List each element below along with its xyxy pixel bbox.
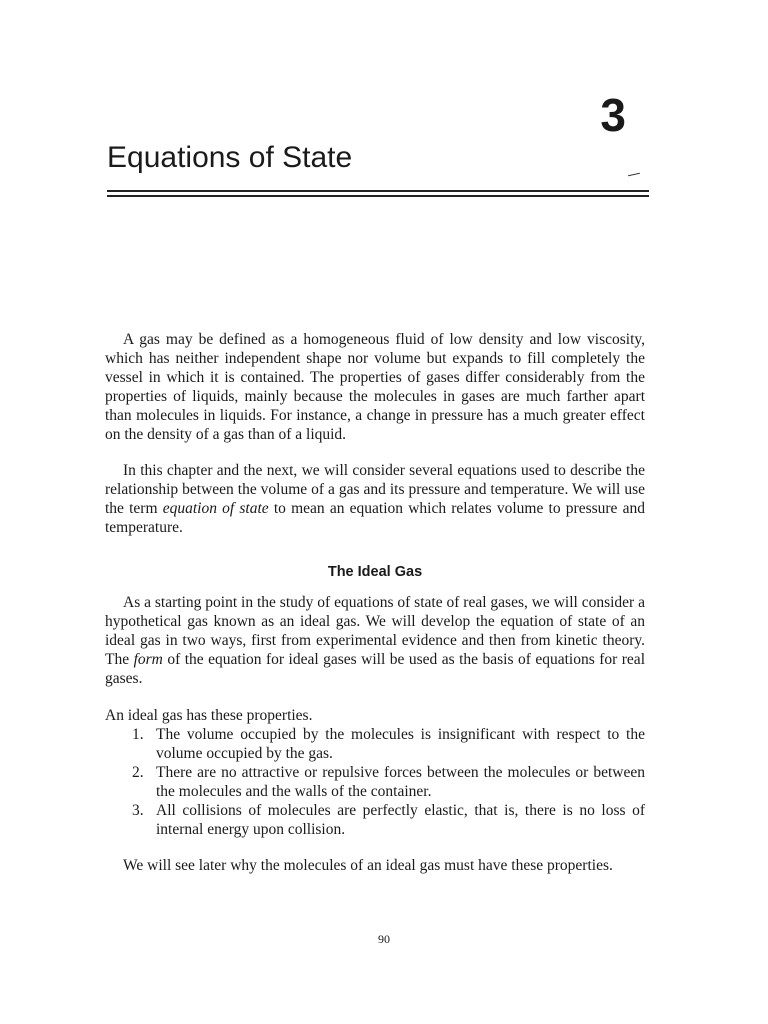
term-equation-of-state: equation of state [162, 500, 269, 517]
section-paragraph-1-text-b: of the equation for ideal gases will be used as the basis of equations for real gases. [105, 651, 645, 687]
term-form: form [133, 651, 163, 668]
list-item-text: The volume occupied by the molecules is insignificant with respect to the volume occupied by the gas. [156, 726, 645, 762]
closing-paragraph: We will see later why the molecules of an ideal gas must have these properties. [123, 857, 613, 874]
list-item-number: 1. [132, 726, 144, 743]
list-item [105, 725, 645, 763]
chapter-number: 3 [600, 89, 626, 141]
chapter-title: Equations of State [107, 141, 353, 174]
intro-paragraph-2 [105, 461, 645, 537]
list-item [105, 801, 645, 839]
title-rule-bottom [107, 195, 649, 197]
list-item-number: 2. [132, 764, 144, 781]
intro-paragraph-2-text-b: to mean an equation which relates volume to pressure and temperature. [105, 500, 645, 536]
list-item-number: 3. [132, 802, 144, 819]
list-item [105, 763, 645, 801]
page-number: 90 [378, 932, 390, 946]
intro-paragraph-1: A gas may be defined as a homogeneous fluid of low density and low viscosity, which has neither independent shape nor volume but expands to fill completely the vessel in which it is contained. The properties of gases differ considerably from the properties of liquids, mainly because the molecules in gases are much farther apart than molecules in liquids. For instance, a change in pressure has a much greater effect on the density of a gas than of a liquid. [105, 331, 645, 443]
section-heading: The Ideal Gas [327, 564, 423, 580]
list-item-text: All collisions of molecules are perfectly elastic, that is, there is no loss of internal energy upon collision. [156, 802, 645, 838]
list-intro: An ideal gas has these properties. [105, 707, 313, 724]
intro-paragraph-2-text-a: In this chapter and the next, we will consider several equations used to describe the relationship between the volume of a gas and its pressure and temperature. We will use the term [105, 462, 645, 517]
section-paragraph-1-text-a: As a starting point in the study of equations of state of real gases, we will consider a hypothetical gas known as an ideal gas. We will develop the equation of state of an ideal gas in two ways, first from experimental evidence and then from kinetic theory. The [105, 594, 645, 668]
title-rule-top [107, 190, 649, 192]
ideal-gas-properties-list [105, 725, 645, 839]
list-item-text: There are no attractive or repulsive forces between the molecules or between the molecules and the walls of the container. [156, 764, 645, 800]
stray-mark [628, 173, 640, 176]
section-paragraph-1 [105, 593, 645, 688]
